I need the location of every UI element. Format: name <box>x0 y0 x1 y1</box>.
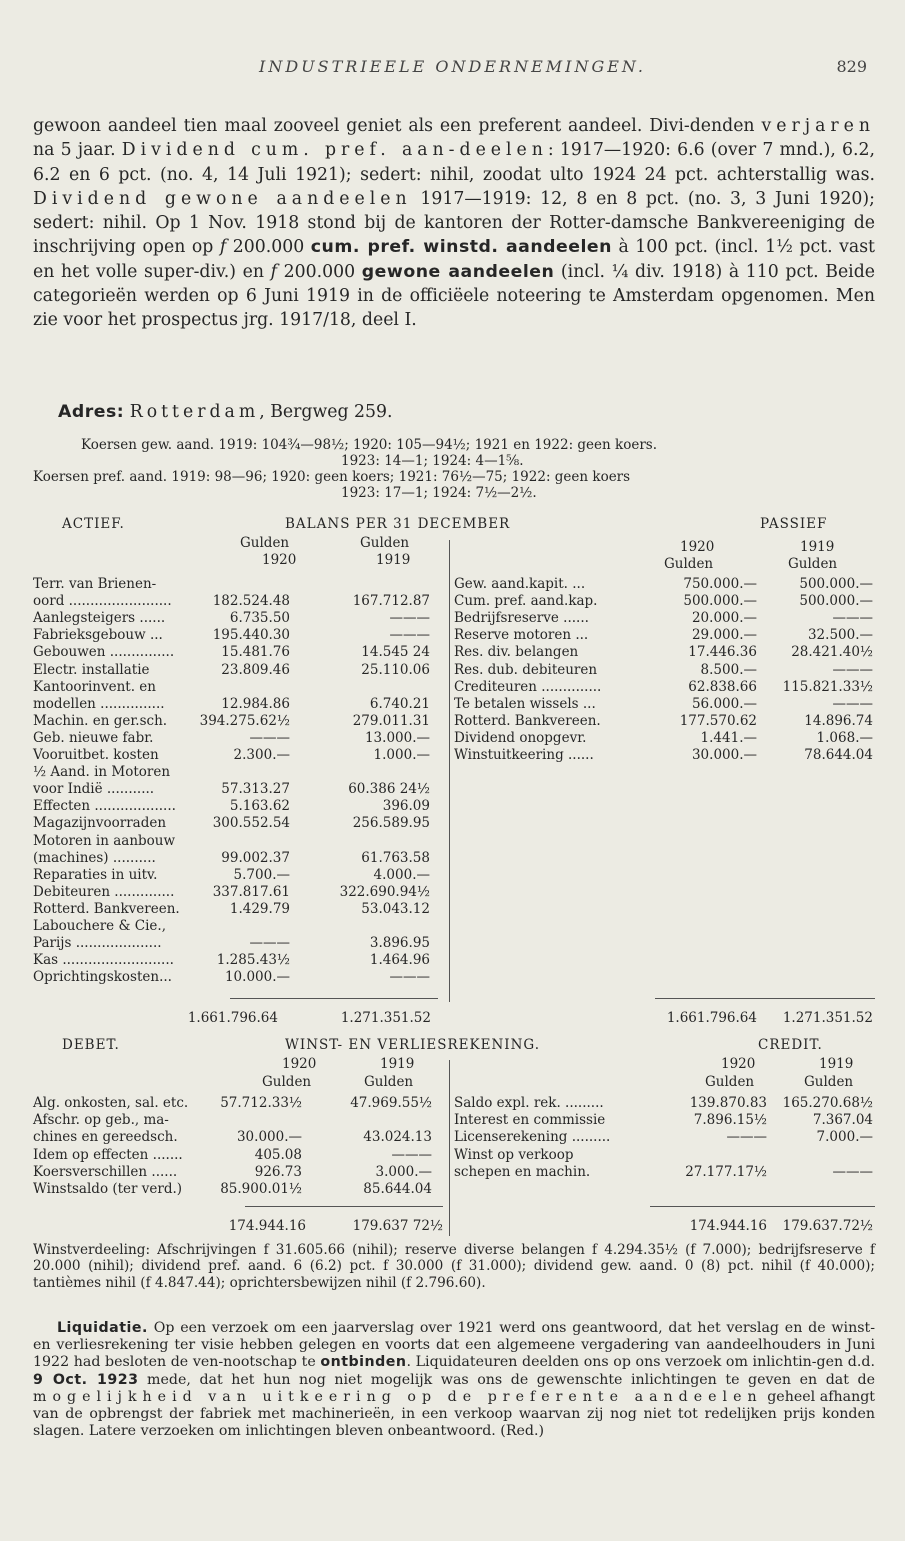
debet-row-value-1920: 85.900.01½ <box>220 1181 302 1197</box>
winst-totals <box>0 1218 905 1238</box>
actief-row-value-1919: 256.589.95 <box>352 815 430 832</box>
passief-row-value-1919: 1.068.— <box>816 729 873 746</box>
actief-row-label: Parijs .................... <box>33 935 162 952</box>
passief-row-value-1920: 62.838.66 <box>688 678 757 695</box>
credit-row-value-1920: 27.177.17½ <box>685 1163 767 1180</box>
actief-row-value-1920: 5.163.62 <box>229 798 290 815</box>
actief-table <box>0 576 450 996</box>
actief-row-value-1919: 61.763.58 <box>361 849 430 866</box>
debet-row-value-1920: 926.73 <box>254 1163 302 1180</box>
adres-city: Rotterdam <box>129 402 260 422</box>
actief-row-value-1919: 53.043.12 <box>361 900 430 917</box>
balans-totals <box>0 1010 905 1030</box>
mogelijkheid-spaced: mogelijkheid van uitkeering op de preferente aandeelen <box>33 1388 763 1405</box>
actief-row-label: Oprichtingskosten... <box>33 969 172 986</box>
actief-row-value-1920: 23.809.46 <box>221 661 290 678</box>
passief-row-value-1919: ——— <box>832 695 873 712</box>
koers-pref-2: 1923: 17—1; 1924: 7½—2½. <box>341 485 537 501</box>
debet-table <box>0 1095 450 1205</box>
actief-row-label: Geb. nieuwe fabr. <box>33 729 154 746</box>
actief-row-value-1920: 300.552.54 <box>212 815 290 832</box>
passief-row-label: Te betalen wissels ... <box>454 695 596 712</box>
actief-row-label: Machin. en ger.sch. <box>33 712 168 729</box>
passief-row-value-1920: 500.000.— <box>683 593 757 610</box>
winst-title: WINST- EN VERLIESREKENING. <box>285 1037 541 1053</box>
passief-row-label: Reserve motoren ... <box>454 627 589 644</box>
adres-label: Adres: <box>58 402 125 422</box>
actief-total-1920: 1.661.796.64 <box>187 1010 278 1026</box>
passief-row-label: Dividend onopgevr. <box>454 729 587 746</box>
passief-row-label: Crediteuren .............. <box>454 678 602 695</box>
actief-row-value-1919: ——— <box>389 627 430 644</box>
liquidatie-label: Liquidatie. <box>57 1320 148 1336</box>
actief-row-value-1919: 25.110.06 <box>361 661 430 678</box>
debet-row-value-1919: 85.644.04 <box>363 1181 432 1197</box>
debet-row-label: Alg. onkosten, sal. etc. <box>33 1095 189 1111</box>
actief-row-value-1919: ——— <box>389 969 430 986</box>
passief-row-label: Res. dub. debiteuren <box>454 661 598 678</box>
actief-row-label: Effecten ................... <box>33 798 176 815</box>
debet-row-label: Koersverschillen ...... <box>33 1163 178 1180</box>
actief-row-value-1920: 5.700.— <box>233 866 290 883</box>
passief-row-value-1920: 17.446.36 <box>688 644 757 661</box>
actief-row-value-1919: 322.690.94½ <box>339 883 430 900</box>
passief-row-label: Winstuitkeering ...... <box>454 747 594 763</box>
passief-row-value-1919: 500.000.— <box>799 593 873 610</box>
actief-row-value-1919: 4.000.— <box>373 866 430 883</box>
actief-row-label: Magazijnvoorraden <box>33 815 167 832</box>
actief-row-value-1919: 6.740.21 <box>369 695 430 712</box>
passief-row-value-1919: 500.000.— <box>799 576 873 592</box>
debet-row-label: Winstsaldo (ter verd.) <box>33 1181 183 1197</box>
credit-row-value-1920: ——— <box>726 1129 767 1146</box>
winst-total-rule-right <box>650 1206 875 1207</box>
passief-row-value-1920: 29.000.— <box>691 627 757 644</box>
passief-row-value-1920: 30.000.— <box>691 747 757 763</box>
dividend-cum-spaced: Dividend cum. pref. aan-deelen <box>121 140 548 161</box>
actief-row-value-1919: 14.545 24 <box>361 644 430 661</box>
ontbinden-bold: ontbinden <box>320 1354 407 1371</box>
credit-row-label: Winst op verkoop <box>454 1146 574 1163</box>
actief-row-value-1919: 396.09 <box>382 798 430 815</box>
actief-row-value-1920: 12.984.86 <box>221 695 290 712</box>
actief-row-label: Rotterd. Bankvereen. <box>33 900 180 917</box>
passief-row-value-1920: 177.570.62 <box>679 712 757 729</box>
dividend-gew-spaced: Dividend gewone aandeelen <box>33 188 412 209</box>
debet-row-value-1919: 43.024.13 <box>363 1129 432 1146</box>
gewone-aandeelen-bold: gewone aandeelen <box>361 261 555 282</box>
actief-row-value-1920: 195.440.30 <box>212 627 290 644</box>
actief-row-label: Motoren in aanbouw <box>33 832 176 849</box>
debet-row-value-1919: 3.000.— <box>375 1163 432 1180</box>
passief-row-label: Bedrijfsreserve ...... <box>454 610 589 627</box>
balans-total-rule-left <box>230 998 438 999</box>
passief-row-value-1919: 78.644.04 <box>804 747 873 763</box>
koers-gew: Koersen gew. aand. 1919: 104¾—98½; 1920: 105—94½; 1921 en 1922: geen koers. <box>81 437 657 453</box>
credit-row-value-1919: 7.000.— <box>816 1129 873 1146</box>
debet-row-value-1920: 30.000.— <box>236 1129 302 1146</box>
balans-column-headers: Gulden Gulden 1920 1919 1920 1919 Gulden Gulden <box>240 535 838 572</box>
credit-row-value-1919: 165.270.68½ <box>782 1095 873 1111</box>
actief-row-value-1920: 337.817.61 <box>212 883 290 900</box>
credit-row-value-1920: 139.870.83 <box>689 1095 767 1111</box>
actief-row-value-1919: 60.386 24½ <box>348 781 430 798</box>
verjaren-spaced: verjaren <box>761 116 875 136</box>
intro-paragraph: gewoon aandeel tien maal zooveel geniet als een preferent aandeel. Divi-denden verjaren na 5 jaar. Dividend cum. pref. aan-deelen: 1917—1920: 6.6 (over 7 mnd.), 6.2, 6.2 en 6 pct. (no. 4, 14 Juli 1921); sedert: nihil, zoodat ulto 1924 24 pct. achterstallig was. Dividend gewone aandeelen 1917—1919: 12, 8 en 8 pct. (no. 3, 3 Juni 1920); sedert: nihil. Op 1 Nov. 1918 stond bij de kantoren der Rotter-damsche Bankvereeniging de inschrijving open op f 200.000 cum. pref. winstd. aandeelen à 100 pct. (incl. 1½ pct. vast en het volle super-div.) en f 200.000 gewone aandeelen (incl. ¼ div. 1918) à 110 pct. Beide categorieën werden op 6 Juni 1919 in de officiëele noteering te Amsterdam opgenomen. Men zie voor het prospectus jrg. 1917/18, deel I. <box>33 116 876 331</box>
debet-row-label: chines en gereedsch. <box>33 1129 178 1146</box>
debet-row-value-1919: ——— <box>391 1146 432 1163</box>
actief-row-value-1919: 279.011.31 <box>352 712 430 729</box>
actief-heading: ACTIEF. <box>62 516 125 532</box>
debet-row-label: Afschr. op geb., ma- <box>33 1112 169 1129</box>
adres-line <box>58 402 393 422</box>
koers-gew-2: 1923: 14—1; 1924: 4—1⅝. <box>341 453 524 469</box>
credit-row-label: Interest en commissie <box>454 1112 606 1129</box>
balans-total-rule-right <box>655 998 875 999</box>
actief-row-value-1919: 13.000.— <box>364 729 430 746</box>
actief-row-value-1920: 10.000.— <box>224 969 290 986</box>
passief-table <box>450 576 905 776</box>
winstverdeeling: Winstverdeeling: Afschrijvingen f 31.605.66 (nihil); reserve diverse belangen f 4.294.35½ (f 7.000); bedrijfsreserve f 20.000 (nihil); dividend pref. aand. 6 (6.2) pct. f 30.000 (f 31.000); dividend gew. aand. 0 (8) pct. nihil (f 40.000); tantièmes nihil (f 4.847.44); oprichtersbewijzen nihil (f 2.796.60). <box>33 1242 875 1291</box>
balans-title: BALANS PER 31 DECEMBER <box>285 516 511 532</box>
actief-row-value-1920: 182.524.48 <box>212 593 290 610</box>
credit-row-label: Licenserekening ......... <box>454 1129 611 1146</box>
actief-total-1919: 1.271.351.52 <box>340 1010 431 1026</box>
debet-row-value-1919: 47.969.55½ <box>350 1095 432 1111</box>
actief-row-label: Debiteuren .............. <box>33 883 175 900</box>
passief-row-value-1919: ——— <box>832 661 873 678</box>
passief-heading: PASSIEF <box>760 516 828 532</box>
actief-row-label: Kas .......................... <box>33 952 174 969</box>
passief-total-1919: 1.271.351.52 <box>782 1010 873 1026</box>
running-head <box>0 57 905 87</box>
credit-row-value-1920: 7.896.15½ <box>693 1112 767 1129</box>
actief-row-value-1919: ——— <box>389 610 430 627</box>
debet-row-value-1920: 57.712.33½ <box>220 1095 302 1111</box>
passief-row-label: Rotterd. Bankvereen. <box>454 712 601 729</box>
credit-row-value-1919: ——— <box>832 1163 873 1180</box>
actief-row-value-1920: 1.285.43½ <box>216 952 290 969</box>
actief-row-value-1920: 57.313.27 <box>221 781 290 798</box>
passief-row-value-1920: 1.441.— <box>700 729 757 746</box>
credit-table <box>450 1095 905 1185</box>
credit-heading: CREDIT. <box>758 1037 823 1053</box>
winst-column-headers: 1920 1919 Gulden Gulden 1920 1919 Gulden Gulden <box>262 1056 854 1090</box>
actief-row-value-1920: ——— <box>249 729 290 746</box>
actief-row-label: Terr. van Brienen- <box>33 576 157 592</box>
actief-row-label: oord ........................ <box>33 593 172 610</box>
passief-row-label: Cum. pref. aand.kap. <box>454 593 598 610</box>
running-head-title: INDUSTRIEELE ONDERNEMINGEN. <box>259 57 646 76</box>
debet-row-label: Idem op effecten ....... <box>33 1146 183 1163</box>
debet-total-1920: 174.944.16 <box>228 1218 306 1234</box>
actief-row-label: Electr. installatie <box>33 661 150 678</box>
koers-pref: Koersen pref. aand. 1919: 98—96; 1920: geen koers; 1921: 76½—75; 1922: geen koers <box>33 469 631 485</box>
cum-pref-bold: cum. pref. winstd. aandeelen <box>310 237 612 258</box>
passief-row-value-1920: 8.500.— <box>700 661 757 678</box>
actief-row-value-1920: 6.735.50 <box>229 610 290 627</box>
adres-street: , Bergweg 259. <box>259 402 393 422</box>
page-number: 829 <box>836 57 867 76</box>
actief-row-label: Reparaties in uitv. <box>33 866 158 883</box>
passief-row-value-1919: 28.421.40½ <box>791 644 873 661</box>
actief-row-label: Vooruitbet. kosten <box>33 747 159 763</box>
actief-row-label: (machines) .......... <box>33 849 156 866</box>
liquidatie-paragraph: Liquidatie. Op een verzoek om een jaarverslag over 1921 werd ons geantwoord, dat het verslag en de winst- en verliesrekening ter visie hebben gelegen en voorts dat een algemeene vergadering van aandeelhouders in Juni 1922 had besloten de ven-nootschap te ontbinden. Liquidateuren deelden ons op ons verzoek om inlichtin-gen d.d. 9 Oct. 1923 mede, dat het hun nog niet mogelijk was ons de gewenschte inlichtingen te geven en dat de mogelijkheid van uitkeering op de preferente aandeelen geheel afhangt van de opbrengst der fabriek met machinerieën, in een verkoop waarvan zij nog niet tot redelijken prijs konden slagen. Latere verzoeken om inlichtingen bleven onbeantwoord. (Red.) <box>33 1320 876 1440</box>
actief-row-label: Gebouwen ............... <box>33 644 175 661</box>
actief-row-label: Aanlegsteigers ...... <box>33 610 166 627</box>
actief-row-label: Labouchere & Cie., <box>33 918 166 934</box>
actief-row-value-1920: 1.429.79 <box>229 900 290 917</box>
koersen-block <box>33 437 875 501</box>
actief-row-value-1919: 3.896.95 <box>369 935 430 952</box>
actief-row-value-1919: 1.000.— <box>373 747 430 763</box>
actief-row-label: Fabrieksgebouw ... <box>33 627 163 644</box>
passief-row-value-1919: 14.896.74 <box>804 712 873 729</box>
actief-row-label: ½ Aand. in Motoren <box>33 764 171 781</box>
credit-row-label: Saldo expl. rek. ......... <box>454 1095 604 1111</box>
actief-row-value-1920: 99.002.37 <box>221 849 290 866</box>
credit-total-1919: 179.637.72½ <box>782 1218 873 1234</box>
credit-total-1920: 174.944.16 <box>689 1218 767 1234</box>
credit-row-value-1919: 7.367.04 <box>812 1112 873 1129</box>
actief-row-value-1920: 15.481.76 <box>221 644 290 661</box>
actief-row-value-1920: 394.275.62½ <box>199 712 290 729</box>
passief-row-value-1919: 32.500.— <box>807 627 873 644</box>
actief-row-value-1920: ——— <box>249 935 290 952</box>
passief-row-value-1920: 20.000.— <box>691 610 757 627</box>
actief-row-value-1920: 2.300.— <box>233 747 290 763</box>
passief-total-1920: 1.661.796.64 <box>666 1010 757 1026</box>
passief-row-value-1919: ——— <box>832 610 873 627</box>
actief-row-label: Kantoorinvent. en <box>33 678 156 695</box>
debet-row-value-1920: 405.08 <box>254 1146 302 1163</box>
actief-row-value-1919: 1.464.96 <box>369 952 430 969</box>
credit-row-label: schepen en machin. <box>454 1163 591 1180</box>
liquidatie-date: 9 Oct. 1923 <box>33 1371 139 1388</box>
passief-row-label: Res. div. belangen <box>454 644 579 661</box>
passief-row-label: Gew. aand.kapit. ... <box>454 576 586 592</box>
passief-row-value-1919: 115.821.33½ <box>782 678 873 695</box>
actief-row-value-1919: 167.712.87 <box>352 593 430 610</box>
passief-row-value-1920: 56.000.— <box>691 695 757 712</box>
passief-row-value-1920: 750.000.— <box>683 576 757 592</box>
winst-total-rule-left <box>245 1206 443 1207</box>
debet-total-1919: 179.637 72½ <box>352 1218 443 1234</box>
actief-row-label: voor Indië ........... <box>33 781 155 798</box>
debet-heading: DEBET. <box>62 1037 120 1053</box>
actief-row-label: modellen ............... <box>33 695 165 712</box>
